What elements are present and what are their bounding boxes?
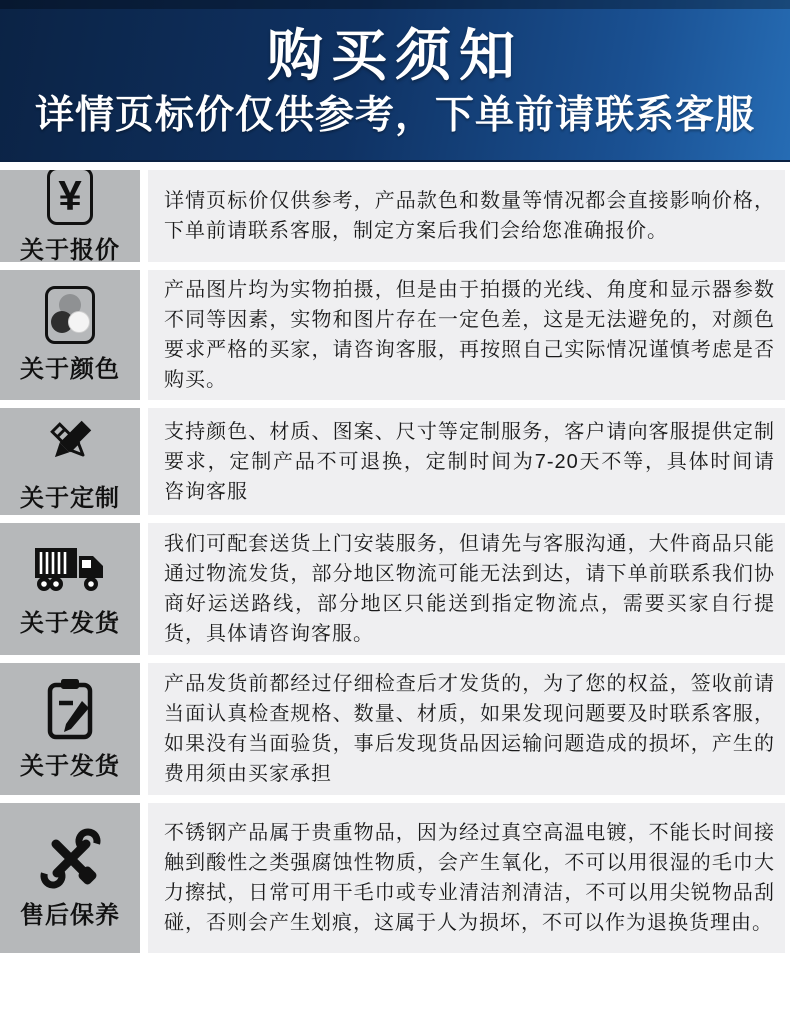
color-icon-box	[0, 270, 140, 400]
crossed-pencils-icon	[39, 411, 101, 473]
customization-icon-box	[0, 408, 140, 515]
notice-label: 关于发货	[20, 610, 120, 637]
notice-row-aftercare	[0, 803, 785, 953]
notice-text: 详情页标价仅供参考，产品款色和数量等情况都会直接影响价格，下单前请联系客服，制定方案后我们会给您准确报价。	[164, 190, 775, 242]
notice-row-shipping	[0, 523, 785, 655]
page-title: 购买须知	[267, 24, 523, 87]
page-subtitle: 详情页标价仅供参考，下单前请联系客服	[34, 94, 755, 137]
notice-text: 产品图片均为实物拍摄，但是由于拍摄的光线、角度和显示器参数不同等因素，实物和图片存在一定色差，这是无法避免的，对颜色要求严格的买家，请咨询客服，再按照自己实际情况谨慎考虑是否购买。	[164, 279, 775, 391]
aftercare-icon-box	[0, 803, 140, 953]
pricing-icon-box	[0, 170, 140, 262]
notice-rows	[0, 170, 785, 953]
notice-text-panel	[148, 408, 785, 515]
crossed-tools-icon	[38, 826, 102, 890]
color-circles-icon	[45, 286, 95, 344]
truck-icon	[31, 540, 109, 598]
header-banner	[0, 0, 790, 162]
shipping-icon-box	[0, 523, 140, 655]
notice-row-pricing	[0, 170, 785, 262]
notice-row-color	[0, 270, 785, 400]
notice-text: 支持颜色、材质、图案、尺寸等定制服务，客户请向客服提供定制要求，定制产品不可退换，定制时间为7-20天不等，具体时间请咨询客服	[164, 420, 775, 503]
yen-icon: ¥	[47, 170, 93, 225]
notice-row-customization	[0, 408, 785, 515]
notice-label: 关于发货	[20, 753, 120, 780]
inspection-icon-box	[0, 663, 140, 795]
notice-text-panel	[148, 803, 785, 953]
notice-text: 我们可配套送货上门安装服务，但请先与客服沟通，大件商品只能通过物流发货，部分地区物流可能无法到达，请下单前联系我们协商好运送路线，部分地区只能送到指定物流点，需要买家自行提货，具体请咨询客服。	[164, 533, 775, 645]
notice-label: 关于颜色	[20, 356, 120, 383]
notice-text: 产品发货前都经过仔细检查后才发货的，为了您的权益，签收前请当面认真检查规格、数量、材质，如果发现问题要及时联系客服，如果没有当面验货，事后发现货品因运输问题造成的损坏，产生的费用须由买家承担	[164, 673, 775, 785]
notice-label: 售后保养	[20, 902, 120, 929]
notice-text-panel	[148, 170, 785, 262]
notice-text-panel	[148, 270, 785, 400]
notice-row-inspection	[0, 663, 785, 795]
notice-text: 不锈钢产品属于贵重物品，因为经过真空高温电镀，不能长时间接触到酸性之类强腐蚀性物质，会产生氧化，不可以用很湿的毛巾大力擦拭，日常可用干毛巾或专业清洁剂清洁，不可以用尖锐物品刮碰，否则会产生划痕，这属于人为损坏，不可以作为退换货理由。	[164, 822, 775, 934]
notice-text-panel	[148, 523, 785, 655]
clipboard-icon	[42, 677, 98, 741]
notice-label: 关于报价	[20, 237, 120, 262]
notice-text-panel	[148, 663, 785, 795]
header-top-strip	[0, 0, 790, 9]
notice-label: 关于定制	[20, 484, 120, 512]
